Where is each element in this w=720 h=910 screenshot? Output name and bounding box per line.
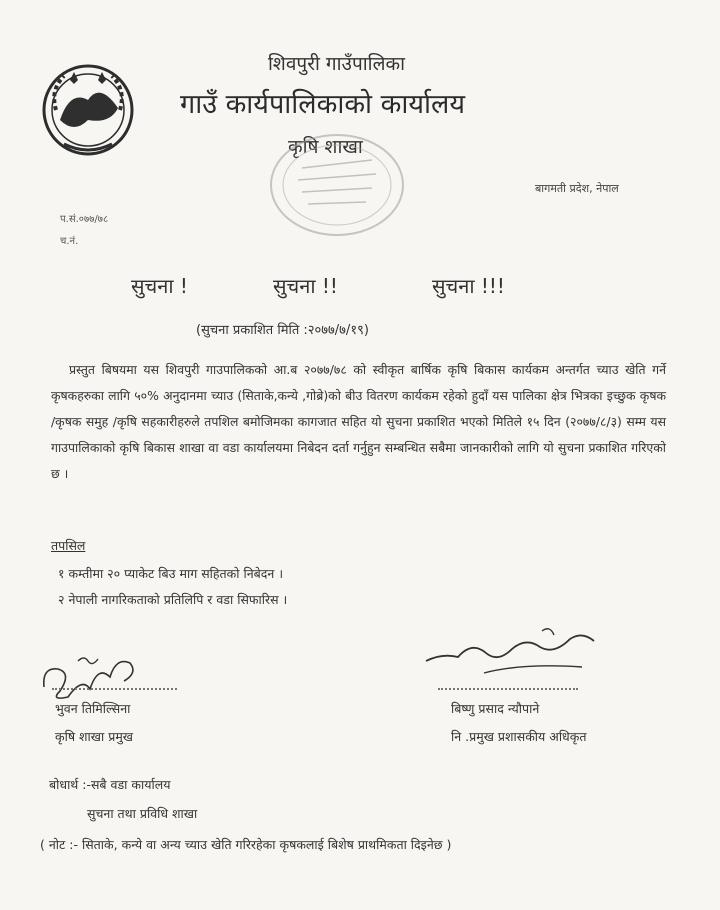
nepal-emblem-logo: [40, 60, 136, 156]
office-title: गाउँ कार्यपालिकाको कार्यालय: [180, 89, 465, 120]
published-date: (सुचना प्रकाशित मिति :२०७७/७/१९): [196, 323, 369, 338]
reference-block: [60, 209, 108, 253]
branch-title: कृषि शाखा: [288, 136, 363, 158]
tapsil-heading: तपसिल: [51, 538, 86, 553]
right-signature-line: [438, 688, 578, 690]
notice-heading-3: सुचना !!!: [432, 274, 505, 298]
left-signatory-name: भुवन तिमिल्सिना: [55, 701, 131, 716]
notice-heading-1: सुचना !: [131, 274, 188, 298]
left-signature-line: [52, 688, 177, 690]
office-stamp: [262, 130, 412, 240]
municipality-name: शिवपुरी गाउँपालिका: [268, 53, 405, 75]
reference-number: प.सं.०७७/७८: [60, 214, 109, 225]
notice-body: प्रस्तुत बिषयमा यस शिवपुरी गाउपालिकको आ.ब २०७७/७८ को स्वीकृत बार्षिक कृषि बिकास कार्यकम अन्तर्गत च्याउ खेति गर्ने कृषकहरुका लागि ५०% अनुदानमा च्याउ (सिताके,कन्ये ,गोब्रे)को बीउ वितरण कार्यकम रहेको हुदाँ यस पालिका क्षेत्र भित्रका इच्छुक कृषक /कृषक समुह /कृषि सहकारीहरुले तपशिल बमोजिमका कागजात सहित यो सुचना प्रकाशित भएको मितिले १५ दिन (२०७७/८/३) सम्म यस गाउपालिकाको कृषि बिकास शाखा वा वडा कार्यालयमा निबेदन दर्ता गर्नुहुन सम्बन्धित सबैमा जानकारीको लागि यो सुचना प्रकाशित गरिएको छ ।: [51, 362, 667, 481]
dispatch-number: च.नं.: [60, 236, 79, 247]
cc-line-1: बोधार्थ :-सबै वडा कार्यालय: [49, 777, 171, 792]
tapsil-item: २ नेपाली नागरिकताको प्रतिलिपि र वडा सिफारिस ।: [58, 592, 288, 607]
footer-note: ( नोट :- सिताके, कन्ये वा अन्य च्याउ खेति गरिरहेका कृषकलाई बिशेष प्राथमिकता दिइनेछ ): [40, 837, 452, 852]
province-location: बागमती प्रदेश, नेपाल: [535, 182, 619, 195]
cc-line-2: सुचना तथा प्रविधि शाखा: [87, 806, 198, 821]
right-signatory-name: बिष्णु प्रसाद न्यौपाने: [451, 701, 540, 716]
tapsil-item: १ कम्तीमा २० प्याकेट बिउ माग सहितको निबेदन ।: [58, 566, 284, 581]
left-signatory-role: कृषि शाखा प्रमुख: [55, 729, 134, 744]
right-signature: [422, 623, 602, 683]
right-signatory-role: नि .प्रमुख प्रशासकीय अधिकृत: [451, 729, 587, 744]
notice-heading-2: सुचना !!: [273, 274, 338, 298]
